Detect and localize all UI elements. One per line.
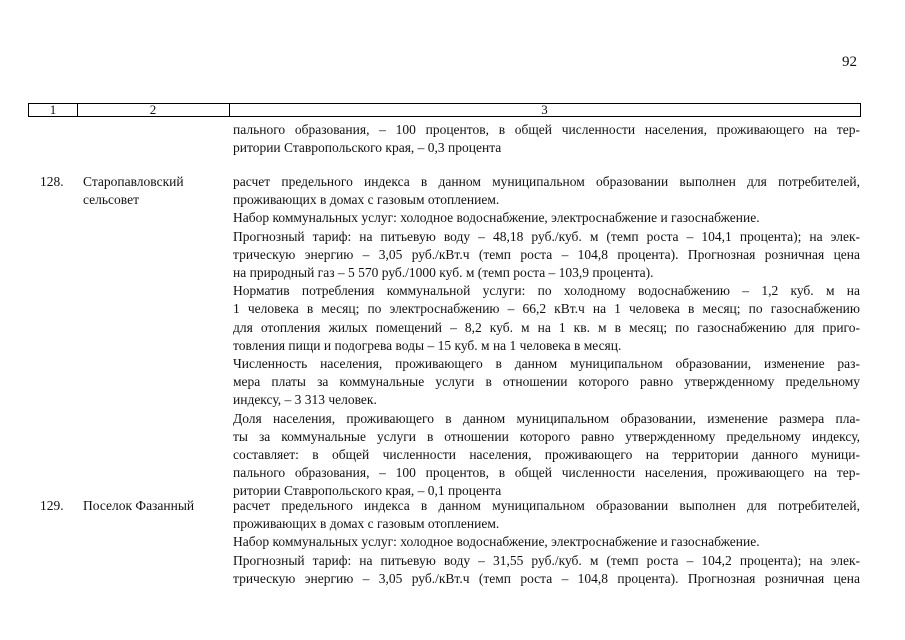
text-line: расчет предельного индекса в данном муниципальном образовании выполнен для потребителей,	[233, 498, 860, 513]
text-line: составляет: в общей численности населения, проживающего на территории данного муници-	[233, 447, 860, 463]
entry-number: 128.	[40, 174, 64, 189]
text-line: Прогнозный тариф: на питьевую воду – 31,55 руб./куб. м (темп роста – 104,2 процента); на элек-	[233, 552, 860, 568]
text-line: трическую энергию – 3,05 руб./кВт.ч (темп роста – 104,8 процента). Прогнозная розничная цена	[233, 570, 860, 586]
text-line: товления пищи и подогрева воды – 15 куб. м на 1 человека в месяц.	[233, 337, 622, 353]
text-line: Набор коммунальных услуг: холодное водоснабжение, электроснабжение и газоснабжение.	[233, 534, 760, 550]
page-number: 92	[842, 54, 857, 70]
text-line: Прогнозный тариф: на питьевую воду – 48,18 руб./куб. м (темп роста – 104,1 процента); на элек-	[233, 228, 860, 244]
entry-description	[233, 173, 860, 501]
text-line: расчет предельного индекса в данном муниципальном образовании выполнен для потребителей,	[233, 174, 860, 189]
text-line: ты за коммунальные услуги в отношении которого равно утвержденному предельному индексу,	[233, 428, 860, 444]
text-line: Численность населения, проживающего в данном муниципальном образовании, изменение раз-	[233, 356, 860, 372]
header-col3: 3	[541, 102, 548, 117]
text-line: Норматив потребления коммунальной услуги: по холодному водоснабжению – 1,2 куб. м на	[233, 283, 860, 299]
text-line: трическую энергию – 3,05 руб./кВт.ч (темп роста – 104,8 процента). Прогнозная розничная цена	[233, 246, 860, 262]
table-header-row	[28, 103, 861, 117]
entry-name	[83, 173, 184, 209]
entry-number: 129.	[40, 498, 64, 513]
header-col2: 2	[149, 102, 157, 117]
continuation-text	[233, 121, 860, 157]
text-line: индексу, – 3 313 человек.	[233, 392, 377, 408]
text-line: пального образования, – 100 процентов, в общей численности населения, проживающего на тер-	[233, 122, 860, 137]
text-line: на природный газ – 5 570 руб./1000 куб. м (темп роста – 103,9 процента).	[233, 265, 654, 281]
name-line: сельсовет	[83, 192, 139, 208]
entry-name	[83, 497, 194, 515]
text-line: Доля населения, проживающего в данном муниципальном образовании, изменение размера пла-	[233, 410, 860, 426]
entry-description	[233, 497, 860, 588]
text-line: Набор коммунальных услуг: холодное водоснабжение, электроснабжение и газоснабжение.	[233, 210, 760, 226]
name-line: Поселок Фазанный	[83, 498, 195, 513]
text-line: 1 человека в месяц; по электроснабжению – 66,2 кВт.ч на 1 человека в месяц; по газоснабжению	[233, 301, 860, 317]
text-line: для отопления жилых помещений – 8,2 куб. м на 1 кв. м в месяц; по газоснабжению для приго-	[233, 319, 860, 335]
header-col1: 1	[49, 102, 57, 117]
text-line: ритории Ставропольского края, – 0,1 процента	[233, 483, 502, 499]
text-line: ритории Ставропольского края, – 0,3 процента	[233, 140, 502, 156]
name-line: Старопавловский	[83, 174, 184, 189]
text-line: пального образования, – 100 процентов, в общей численности населения, проживающего на тер-	[233, 465, 860, 481]
text-line: мера платы за коммунальные услуги в отношении которого равно утвержденному предельному	[233, 374, 860, 390]
text-line: проживающих в домах с газовым отоплением.	[233, 192, 500, 208]
text-line: проживающих в домах с газовым отоплением.	[233, 516, 500, 532]
